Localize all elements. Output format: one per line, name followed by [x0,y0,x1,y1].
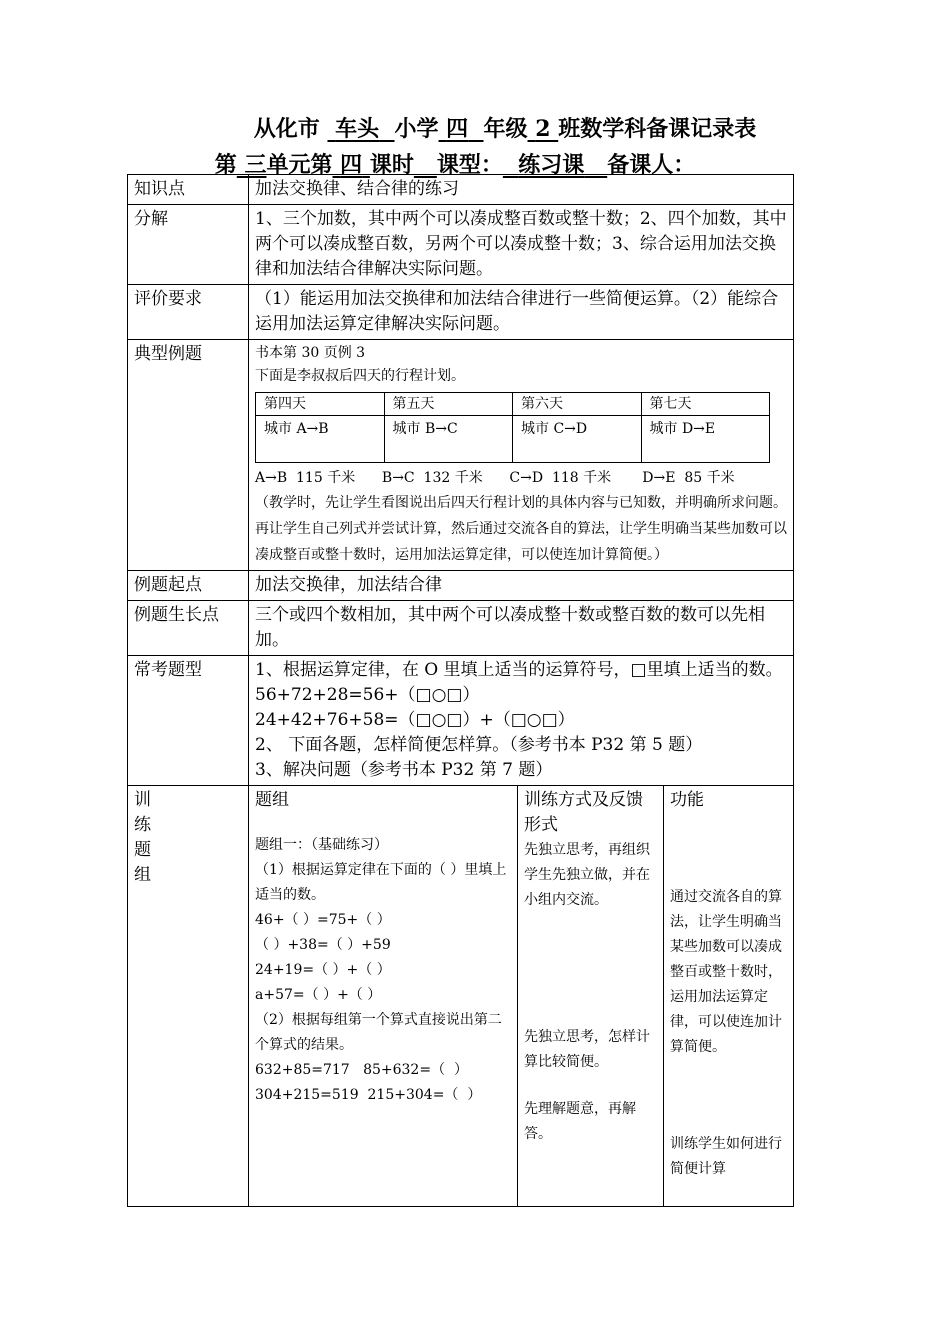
title-line-1 [30,112,950,143]
unit-prefix: 第 [214,152,237,178]
lesson-suffix: 课时 [369,152,414,178]
class-number: 2 [535,116,551,142]
training-col-function [663,786,794,1206]
row-evaluation [128,285,794,340]
row-label: 评价要求 [128,285,249,340]
question-line: 46+（ ）=75+（ ） [255,912,391,928]
col-header: 训练方式及反馈形式 [524,790,643,835]
method-text: 先独立思考，再组织学生先独立做，并在小组内交流。 [524,842,650,908]
row-label: 例题生长点 [128,601,249,656]
row-common [128,656,794,786]
col-header: 功能 [670,790,704,810]
question-line: 304+215=519 215+304=（ ） [255,1087,482,1103]
lesson-type: 练习课 [518,152,585,178]
row-example [128,340,794,571]
row-training [128,786,794,1207]
row-start [128,571,794,601]
col-header: 题组 [255,790,289,810]
method-text: 先理解题意，再解答。 [524,1101,636,1142]
common-line: 1、根据运算定律，在 O 里填上适当的运算符号，□里填上适当的数。 [255,660,783,680]
question-line: （1）根据运算定律在下面的（ ）里填上适当的数。 [255,862,507,903]
grade: 四 [446,116,469,142]
grade-suffix: 年级 [483,116,528,142]
function-text: 通过交流各自的算法，让学生明确当某些加数可以凑成整百或整十数时，运用加法运算定律，可以使连加计算简便。 [670,889,782,1055]
row-content: （1）能运用加法交换律和加法结合律进行一些简便运算。（2）能综合运用加法运算定律解决实际问题。 [249,285,794,340]
common-line: 56+72+28=56+（□○□） [255,685,480,705]
example-distances: A→B 115 千米 B→C 132 千米 C→D 118 千米 D→E 85 千米 [255,470,735,486]
label-char: 组 [134,865,151,885]
row-content: 加法交换律、结合律的练习 [249,175,794,205]
day-cell: 第四天 [256,393,385,416]
row-breakdown [128,205,794,285]
function-text: 训练学生如何进行简便计算 [670,1136,782,1177]
question-line: a+57=（ ）+（ ） [255,987,382,1003]
label-char: 训 [134,790,151,810]
lesson-plan-table [127,174,794,1207]
question-line: 题组一：（基础练习） [255,837,388,853]
preparer-label: 备课人： [607,152,696,178]
lesson-number: 四 [340,152,363,178]
city: 从化市 [253,116,320,142]
lesson-type-label: 课型： [436,152,503,178]
common-line: 2、 下面各题，怎样简便怎样算。（参考书本 P32 第 5 题） [255,735,703,755]
row-label: 知识点 [128,175,249,205]
row-content: 加法交换律，加法结合律 [249,571,794,601]
row-label: 例题起点 [128,571,249,601]
form-title: 班数学科备课记录表 [558,116,757,142]
training-label [128,786,249,1207]
unit-number: 三 [244,152,267,178]
common-line: 3、解决问题（参考书本 P32 第 7 题） [255,760,553,780]
row-content: 1、三个加数，其中两个可以凑成整百数或整十数；2、四个加数，其中两个可以凑成整百数，另两个可以凑成整十数；3、综合运用加法交换律和加法结合律解决实际问题。 [249,205,794,285]
day-cell: 第五天 [384,393,513,416]
route-cell: 城市 A→B [256,416,385,463]
example-intro: 下面是李叔叔后四天的行程计划。 [255,368,465,384]
question-line: （2）根据每组第一个算式直接说出第二个算式的结果。 [255,1012,502,1053]
training-content [249,786,794,1207]
day-cell: 第六天 [513,393,642,416]
row-content [249,656,794,786]
row-growth [128,601,794,656]
route-cell: 城市 D→E [641,416,770,463]
method-text: 先独立思考，怎样计算比较简便。 [524,1029,650,1070]
label-char: 练 [134,815,151,835]
label-char: 题 [134,840,151,860]
question-line: （ ）+38=（ ）+59 [255,937,391,953]
lesson-prefix: 单元第 [266,152,333,178]
row-knowledge [128,175,794,205]
example-source: 书本第 30 页例 3 [255,345,366,361]
row-label: 典型例题 [128,340,249,571]
row-content: 三个或四个数相加，其中两个可以凑成整十数或整百数的数可以先相加。 [249,601,794,656]
question-line: 632+85=717 85+632=（ ） [255,1062,468,1078]
row-label: 分解 [128,205,249,285]
school-suffix: 小学 [394,116,439,142]
school-name: 车头 [335,116,380,142]
itinerary-table [255,392,770,463]
training-col-method [517,786,663,1206]
route-cell: 城市 B→C [384,416,513,463]
question-line: 24+19=（ ）+（ ） [255,962,391,978]
row-content [249,340,794,571]
row-label: 常考题型 [128,656,249,786]
example-note: （教学时，先让学生看图说出后四天行程计划的具体内容与已知数，并明确所求问题。再让学生自己列式并尝试计算，然后通过交流各自的算法，让学生明确当某些加数可以凑成整百或整十数时，运用加法运算定律，可以使连加计算简便。） [255,495,787,563]
day-cell: 第七天 [641,393,770,416]
route-cell: 城市 C→D [513,416,642,463]
common-line: 24+42+76+58=（□○□）+（□○□） [255,710,575,730]
training-col-questions [249,786,517,1206]
